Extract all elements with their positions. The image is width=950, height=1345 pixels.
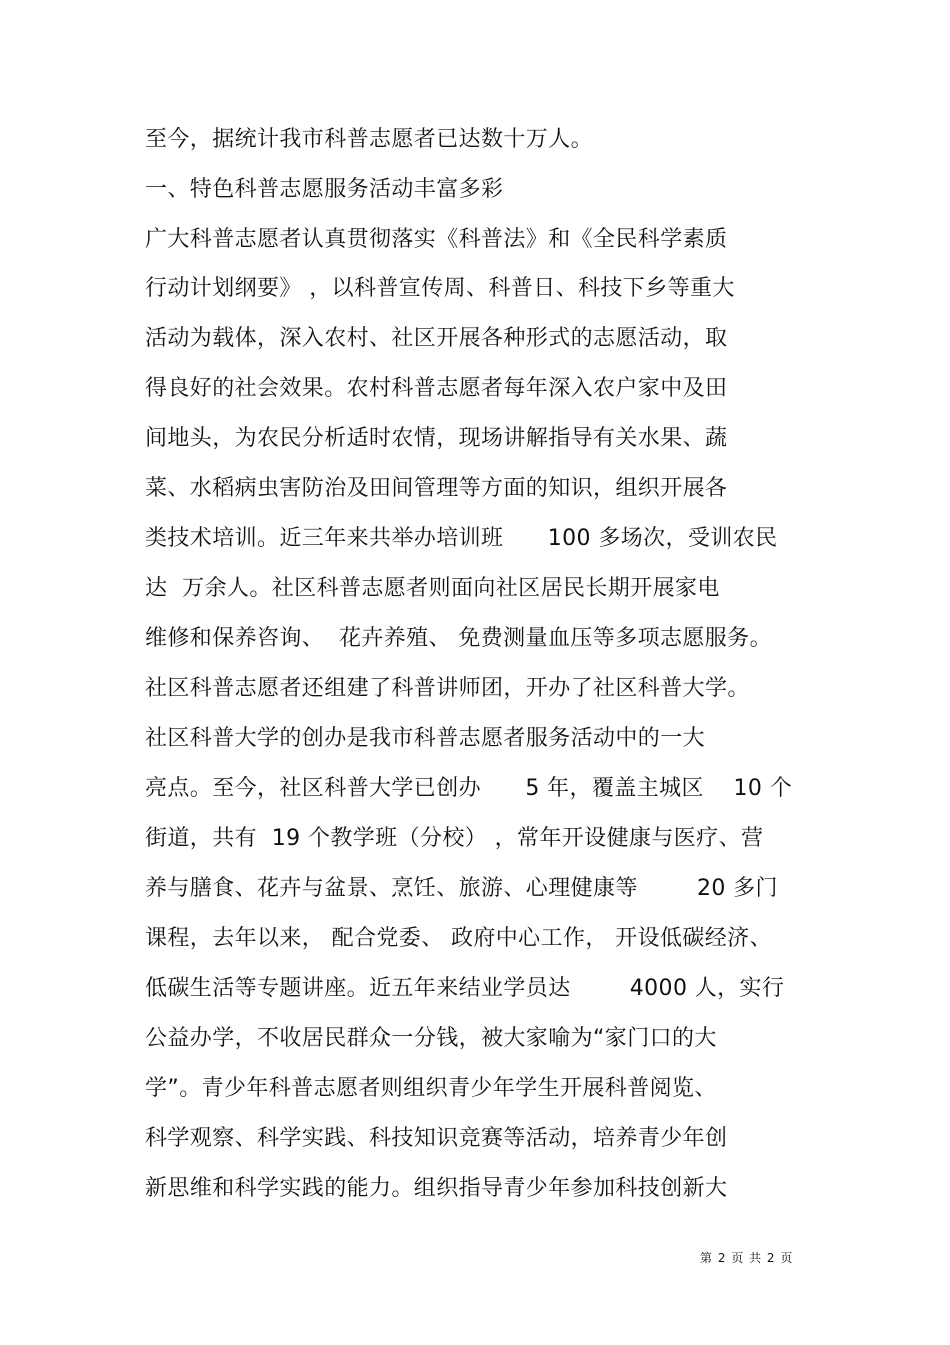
text-line: 亮点。至今，社区科普大学已创办 5 年，覆盖主城区 10 个 [145, 776, 793, 801]
text-line: 达 万余人。社区科普志愿者则面向社区居民长期开展家电 [145, 576, 720, 601]
text-line: 得良好的社会效果。农村科普志愿者每年深入农户家中及田 [145, 376, 728, 401]
text-line: 活动为载体，深入农村、社区开展各种形式的志愿活动，取 [145, 326, 728, 351]
text-line: 学”。青少年科普志愿者则组织青少年学生开展科普阅览、 [145, 1076, 717, 1101]
text-line: 菜、水稻病虫害防治及田间管理等方面的知识，组织开展各 [145, 476, 728, 501]
text-line: 养与膳食、花卉与盆景、烹饪、旅游、心理健康等 20 多门 [145, 876, 778, 901]
text-line: 社区科普志愿者还组建了科普讲师团，开办了社区科普大学。 [145, 676, 750, 701]
text-line: 科学观察、科学实践、科技知识竞赛等活动，培养青少年创 [145, 1126, 728, 1151]
text-line: 新思维和科学实践的能力。组织指导青少年参加科技创新大 [145, 1176, 728, 1201]
text-line: 街道，共有 19 个教学班（分校） ，常年开设健康与医疗、营 [145, 826, 764, 851]
text-line: 低碳生活等专题讲座。近五年来结业学员达 4000 人，实行 [145, 976, 785, 1001]
text-line: 课程，去年以来， 配合党委、 政府中心工作， 开设低碳经济、 [145, 926, 772, 951]
text-line: 公益办学，不收居民群众一分钱，被大家喻为“家门口的大 [145, 1026, 717, 1051]
text-line: 广大科普志愿者认真贯彻落实《科普法》和《全民科学素质 [145, 227, 728, 252]
text-line: 间地头，为农民分析适时农情，现场讲解指导有关水果、蔬 [145, 426, 728, 451]
section-heading: 一、特色科普志愿服务活动丰富多彩 [145, 177, 504, 202]
text-line: 维修和保养咨询、 花卉养殖、 免费测量血压等多项志愿服务。 [145, 626, 772, 651]
text-line: 行动计划纲要》 ，以科普宣传周、科普日、科技下乡等重大 [145, 276, 735, 301]
text-line: 类技术培训。近三年来共举办培训班 100 多场次，受训农民 [145, 526, 778, 551]
text-line: 至今，据统计我市科普志愿者已达数十万人。 [145, 127, 594, 152]
page-number-footer: 第 2 页 共 2 页 [700, 1251, 794, 1265]
text-line: 社区科普大学的创办是我市科普志愿者服务活动中的一大 [145, 726, 706, 751]
